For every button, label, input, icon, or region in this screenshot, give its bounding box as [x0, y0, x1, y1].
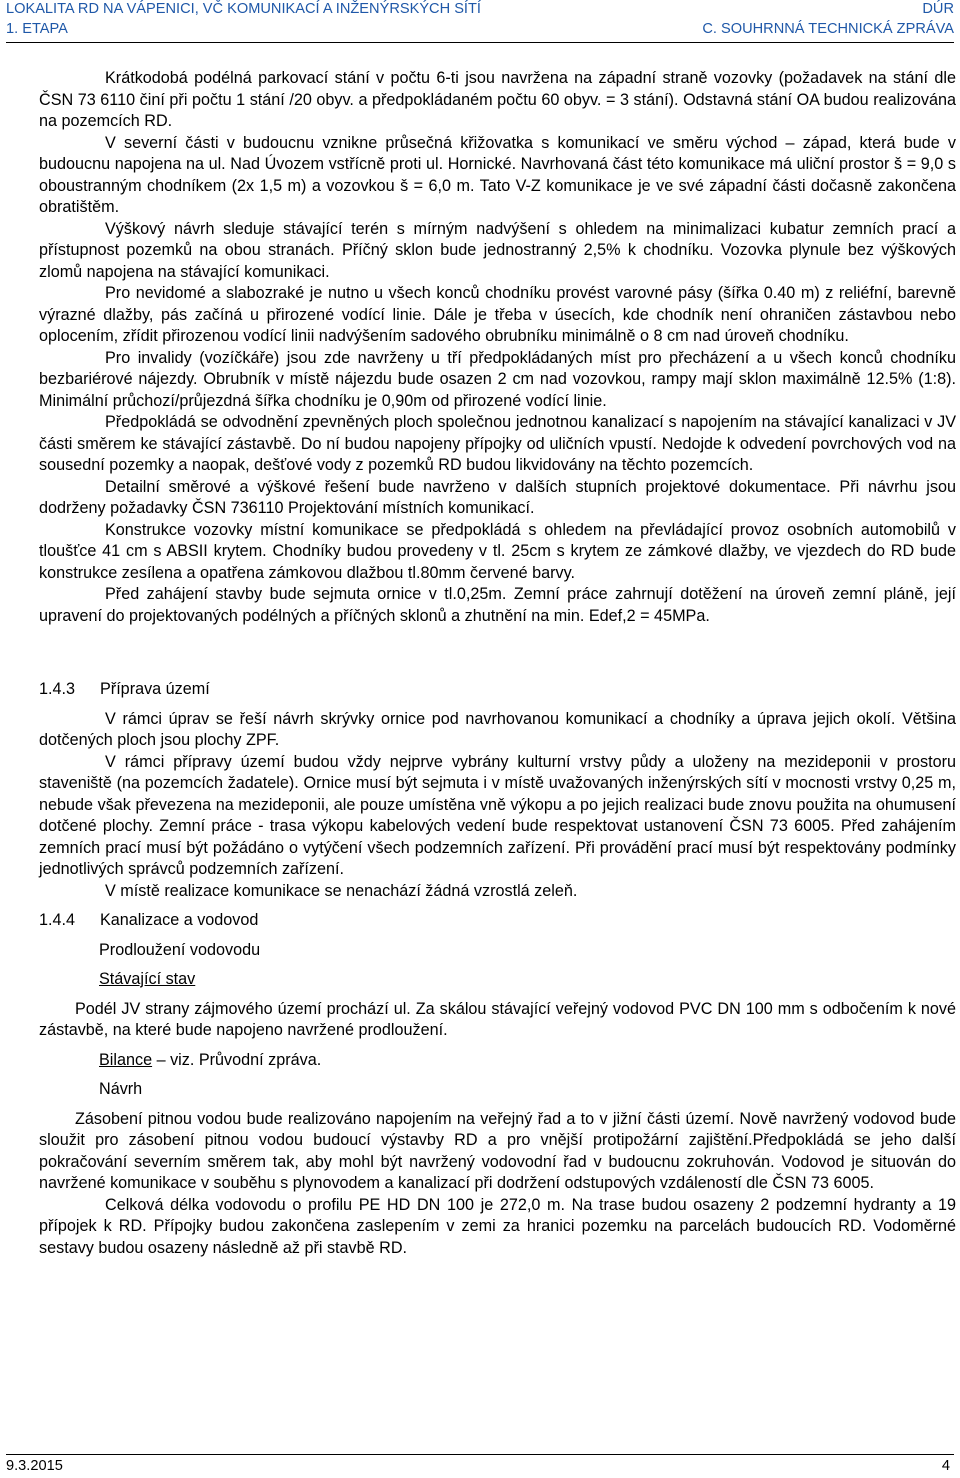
- navrh-label: Návrh: [99, 1080, 143, 1098]
- document-type: DÚR: [922, 1, 954, 17]
- section-title: Příprava území: [100, 680, 210, 698]
- header-divider: [6, 42, 954, 43]
- footer-divider: [6, 1454, 954, 1455]
- project-title: LOKALITA RD NA VÁPENICI, VČ KOMUNIKACÍ A INŽENÝRSKÝCH SÍTÍ: [6, 1, 481, 17]
- footer-date: 9.3.2015: [6, 1458, 63, 1474]
- subsection-title: Prodloužení vodovodu: [99, 940, 261, 959]
- paragraph: Krátkodobá podélná parkovací stání v počtu 6-ti jsou navržena na západní straně vozovky (požadavek na stání dle ČSN 73 6110 činí při počtu 1 stání /20 obyv. a předpokládaném počtu 60 obyv. = 3 stání). Odstavná stání OA budou realizována na pozemcích RD.: [39, 69, 956, 130]
- paragraph: Před zahájení stavby bude sejmuta ornice v tl.0,25m. Zemní práce zahrnují dotěžení na úroveň zemní pláně, její upravení do projektovaných podélných a příčných sklonů a zhutnění na min. Edef,2 = 45MPa.: [39, 585, 956, 625]
- paragraph: V místě realizace komunikace se nenachází žádná vzrostlá zeleň.: [105, 881, 578, 900]
- document-body: [39, 68, 956, 1259]
- paragraph: V rámci úprav se řeší návrh skrývky ornice pod navrhovanou komunikací a chodníky a úprava jejich okolí. Většina dotčených ploch jsou plochy ZPF.: [39, 709, 956, 749]
- bilance-line: [39, 1050, 956, 1072]
- bilance-label: Bilance: [99, 1050, 153, 1069]
- existing-state-label: Stávající stav: [99, 970, 196, 988]
- paragraph: Konstrukce vozovky místní komunikace se předpokládá s ohledem na převládající provoz osobních automobilů v tloušťce 41 cm s ABSII krytem. Chodníky budou provedeny v tl. 25cm s krytem ze zámkové dlažby, ve vjezdech do RD bude konstrukce zesílena a opatřena zámkovou dlažbou tl.80mm červené barvy.: [39, 520, 956, 582]
- paragraph: Zásobení pitnou vodou bude realizováno napojením na veřejný řad a to v jižní části území. Nově navržený vodovod bude sloužit pro zásobení pitnou vodou budoucí výstavby RD a pro vnější protipožární zajištění.Předpokládá se jeho další pokračování severním směrem tak, aby mohl být navržený vodovodní řad v budoucnu zokruhován. Vodovod je situován do navržené komunikace v souběhu s plynovodem a kanalizací při dodržení odstupových vzdáleností dle ČSN 73 6005.: [39, 1109, 956, 1192]
- paragraph: Celková délka vodovodu o profilu PE HD DN 100 je 272,0 m. Na trase budou osazeny 2 podzemní hydranty a 19 přípojek k RD. Přípojky budou zakončena zaslepením v zemi za hranici pozemku na parcelách budoucích RD. Vodoměrné sestavy budou osazeny následně až při stavbě RD.: [39, 1195, 956, 1257]
- paragraph: Předpokládá se odvodnění zpevněných ploch společnou jednotnou kanalizací s napojením na stávající kanalizaci v JV části směrem ke stávající zástavbě. Do ní budou napojeny přípojky od uličních vpustí. Nedojde k odvedení povrchových vod na sousední pozemky a naopak, dešťové vody z pozemků RD budou likvidovány na těchto pozemcích.: [39, 413, 956, 474]
- paragraph: V rámci přípravy území budou vždy nejprve vybrány kulturní vrstvy půdy a uloženy na mezideponii v prostoru staveniště (na pozemcích žadatele). Ornice musí být sejmuta i v místě uvažovaných inženýrských sítí v mocnosti vrstvy 0,25 m, nebude však převezena na mezideponii, ale pouze umístěna vně výkopu a po jejich realizaci bude znovu použita na ohumusení dotčené plochy. Zemní práce - trasa výkopu kabelových vedení bude respektovat ustanovení ČSN 73 6005. Před zahájením zemních prací musí být požádáno o vytýčení všech podzemních zařízení. Při provádění prací musí být respektovány podmínky jednotlivých správců podzemních zařízení.: [39, 752, 956, 878]
- paragraph: Podél JV strany zájmového území prochází ul. Za skálou stávající veřejný vodovod PVC DN 100 mm s odbočením k nové zástavbě, na které bude napojeno navržené prodloužení.: [39, 999, 956, 1039]
- bilance-text: – viz. Průvodní zpráva.: [152, 1050, 322, 1069]
- paragraph: Detailní směrové a výškové řešení bude navrženo v dalších stupních projektové dokumentace. Při návrhu jsou dodrženy požadavky ČSN 736110 Projektování místních komunikací.: [39, 477, 956, 517]
- section-heading-143: [39, 679, 956, 701]
- page-number: 4: [941, 1458, 950, 1474]
- section-number: 1.4.3: [39, 680, 76, 698]
- section-number: 1.4.4: [39, 911, 76, 929]
- stage-label: 1. ETAPA: [6, 21, 68, 37]
- section-heading-144: [39, 910, 956, 932]
- section-title: Kanalizace a vodovod: [100, 911, 259, 929]
- paragraph: Pro nevidomé a slabozraké je nutno u všech konců chodníku provést varovné pásy (šířka 0.40 m) z reliéfní, barevně výrazné dlažby, pás začíná u přirozené vodící linie. Dále je třeba v úsecích, kde chodník není ohraničen zástavbou nebo oplocením, zřídit přirozenou vodící linii nadvýšením sadového obrubníku minimálně o 8 cm nad úroveň chodníku.: [39, 284, 956, 345]
- paragraph: Výškový návrh sleduje stávající terén s mírným nadvýšení s ohledem na minimalizaci kubatur zemních prací a přístupnost pozemků na obou stranách. Příčný sklon bude jednostranný 2,5% k chodníku. Vozovka plynule bez výškových zlomů napojena na stávající komunikaci.: [39, 219, 956, 281]
- paragraph: V severní části v budoucnu vznikne průsečná křižovatka s komunikací ve směru východ – západ, která bude v budoucnu napojena na ul. Nad Úvozem vstřícně proti ul. Hornické. Navrhovaná část této komunikace má uliční prostor š = 9,0 s oboustranným chodníkem (2x 1,5 m) a vozovkou š = 6,0 m. Tato V-Z komunikace je ve své západní části dočasně zakončena obratištěm.: [39, 133, 956, 216]
- section-label: C. SOUHRNNÁ TECHNICKÁ ZPRÁVA: [702, 21, 954, 37]
- paragraph: Pro invalidy (vozíčkáře) jsou zde navrženy u tří předpokládaných míst pro přecházení a u všech konců chodníku bezbariérové nájezdy. Obrubník v místě nájezdu bude osazen 2 cm nad vozovkou, rampy mají sklon maximálně 12.5% (1:8). Minimální průchozí/průjezdná šířka chodníku je 0,90m od přirozené vodící linie.: [39, 348, 956, 410]
